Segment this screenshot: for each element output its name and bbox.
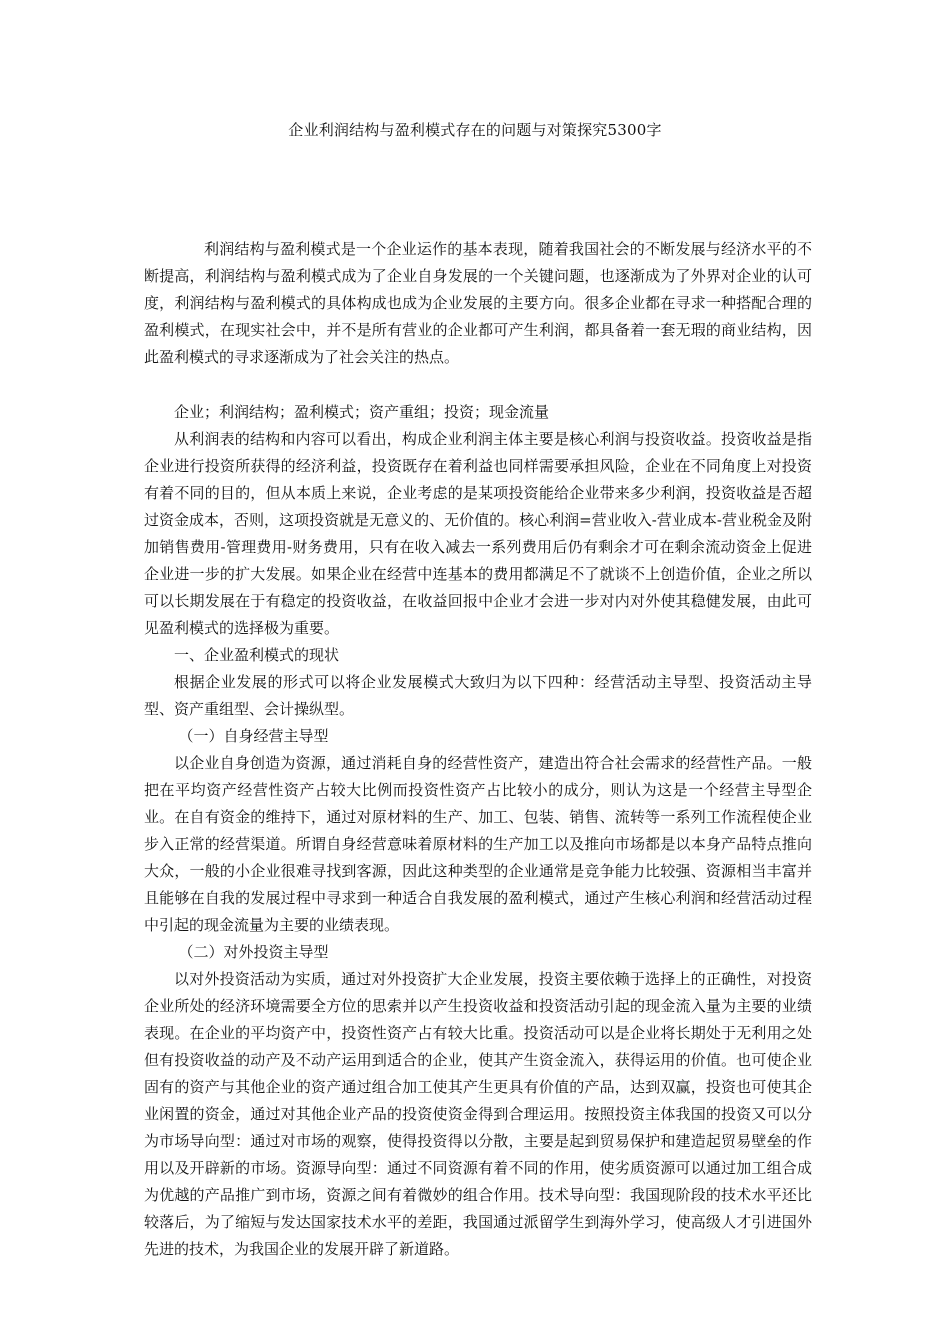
subsection-2-paragraph: 以对外投资活动为实质，通过对外投资扩大企业发展，投资主要依赖于选择上的正确性，对投资企业所处的经济环境需要全方位的思索并以产生投资收益和投资活动引起的现金流入量为主要的业绩表现。在企业的平均资产中，投资性资产占有较大比重。投资活动可以是企业将长期处于无利用之处但有投资收益的动产及不动产运用到适合的企业，使其产生资金流入，获得运用的价值。也可使企业固有的资产与其他企业的资产通过组合加工使其产生更具有价值的产品，达到双赢，投资也可使其企业闲置的资金，通过对其他企业产品的投资使资金得到合理运用。按照投资主体我国的投资又可以分为市场导向型：通过对市场的观察，使得投资得以分散，主要是起到贸易保护和建造起贸易壁垒的作用以及开辟新的市场。资源导向型：通过不同资源有着不同的作用，使劣质资源可以通过加工组合成为优越的产品推广到市场，资源之间有着微妙的组合作用。技术导向型：我国现阶段的技术水平还比较落后，为了缩短与发达国家技术水平的差距，我国通过派留学生到海外学习，使高级人才引进国外先进的技术，为我国企业的发展开辟了新道路。 xyxy=(144,970,812,1258)
document-body xyxy=(144,236,812,1263)
section-gap xyxy=(144,371,812,399)
section-1-heading: 一、企业盈利模式的现状 xyxy=(174,646,340,664)
subsection-1-paragraph: 以企业自身创造为资源，通过消耗自身的经营性资产，建造出符合社会需求的经营性产品。一般把在平均资产经营性资产占较大比例而投资性资产占比较小的成分，则认为这是一个经营主导型企业。在自有资金的维持下，通过对原材料的生产、加工、包装、销售、流转等一系列工作流程使企业步入正常的经营渠道。所谓自身经营意味着原材料的生产加工以及推向市场都是以本身产品特点推向大众，一般的小企业很难寻找到客源，因此这种类型的企业通常是竞争能力比较强、资源相当丰富并且能够在自我的发展过程中寻求到一种适合自我发展的盈利模式，通过产生核心利润和经营活动过程中引起的现金流量为主要的业绩表现。 xyxy=(144,754,812,934)
section-1-paragraph: 根据企业发展的形式可以将企业发展模式大致归为以下四种：经营活动主导型、投资活动主导型、资产重组型、会计操纵型。 xyxy=(144,673,812,718)
keywords-line: 企业；利润结构；盈利模式；资产重组；投资；现金流量 xyxy=(174,403,550,421)
subsection-1-heading: （一）自身经营主导型 xyxy=(178,727,329,745)
intro-paragraph: 从利润表的结构和内容可以看出，构成企业利润主体主要是核心利润与投资收益。投资收益是指企业进行投资所获得的经济利益，投资既存在着利益也同样需要承担风险，企业在不同角度上对投资有着不同的目的，但从本质上来说，企业考虑的是某项投资能给企业带来多少利润，投资收益是否超过资金成本，否则，这项投资就是无意义的、无价值的。核心利润=营业收入-营业成本-营业税金及附加销售费用-管理费用-财务费用，只有在收入减去一系列费用后仍有剩余才可在剩余流动资金上促进企业进一步的扩大发展。如果企业在经营中连基本的费用都满足不了就谈不上创造价值，企业之所以可以长期发展在于有稳定的投资收益，在收益回报中企业才会进一步对内对外使其稳健发展，由此可见盈利模式的选择极为重要。 xyxy=(144,430,812,637)
subsection-2-heading: （二）对外投资主导型 xyxy=(178,943,329,961)
abstract-paragraph: 利润结构与盈利模式是一个企业运作的基本表现，随着我国社会的不断发展与经济水平的不断提高，利润结构与盈利模式成为了企业自身发展的一个关键问题，也逐渐成为了外界对企业的认可度，利润结构与盈利模式的具体构成也成为企业发展的主要方向。很多企业都在寻求一种搭配合理的盈利模式，在现实社会中，并不是所有营业的企业都可产生利润，都具备着一套无瑕的商业结构，因此盈利模式的寻求逐渐成为了社会关注的热点。 xyxy=(144,240,812,366)
document-title: 企业利润结构与盈利模式存在的问题与对策探究5300字 xyxy=(288,121,662,139)
